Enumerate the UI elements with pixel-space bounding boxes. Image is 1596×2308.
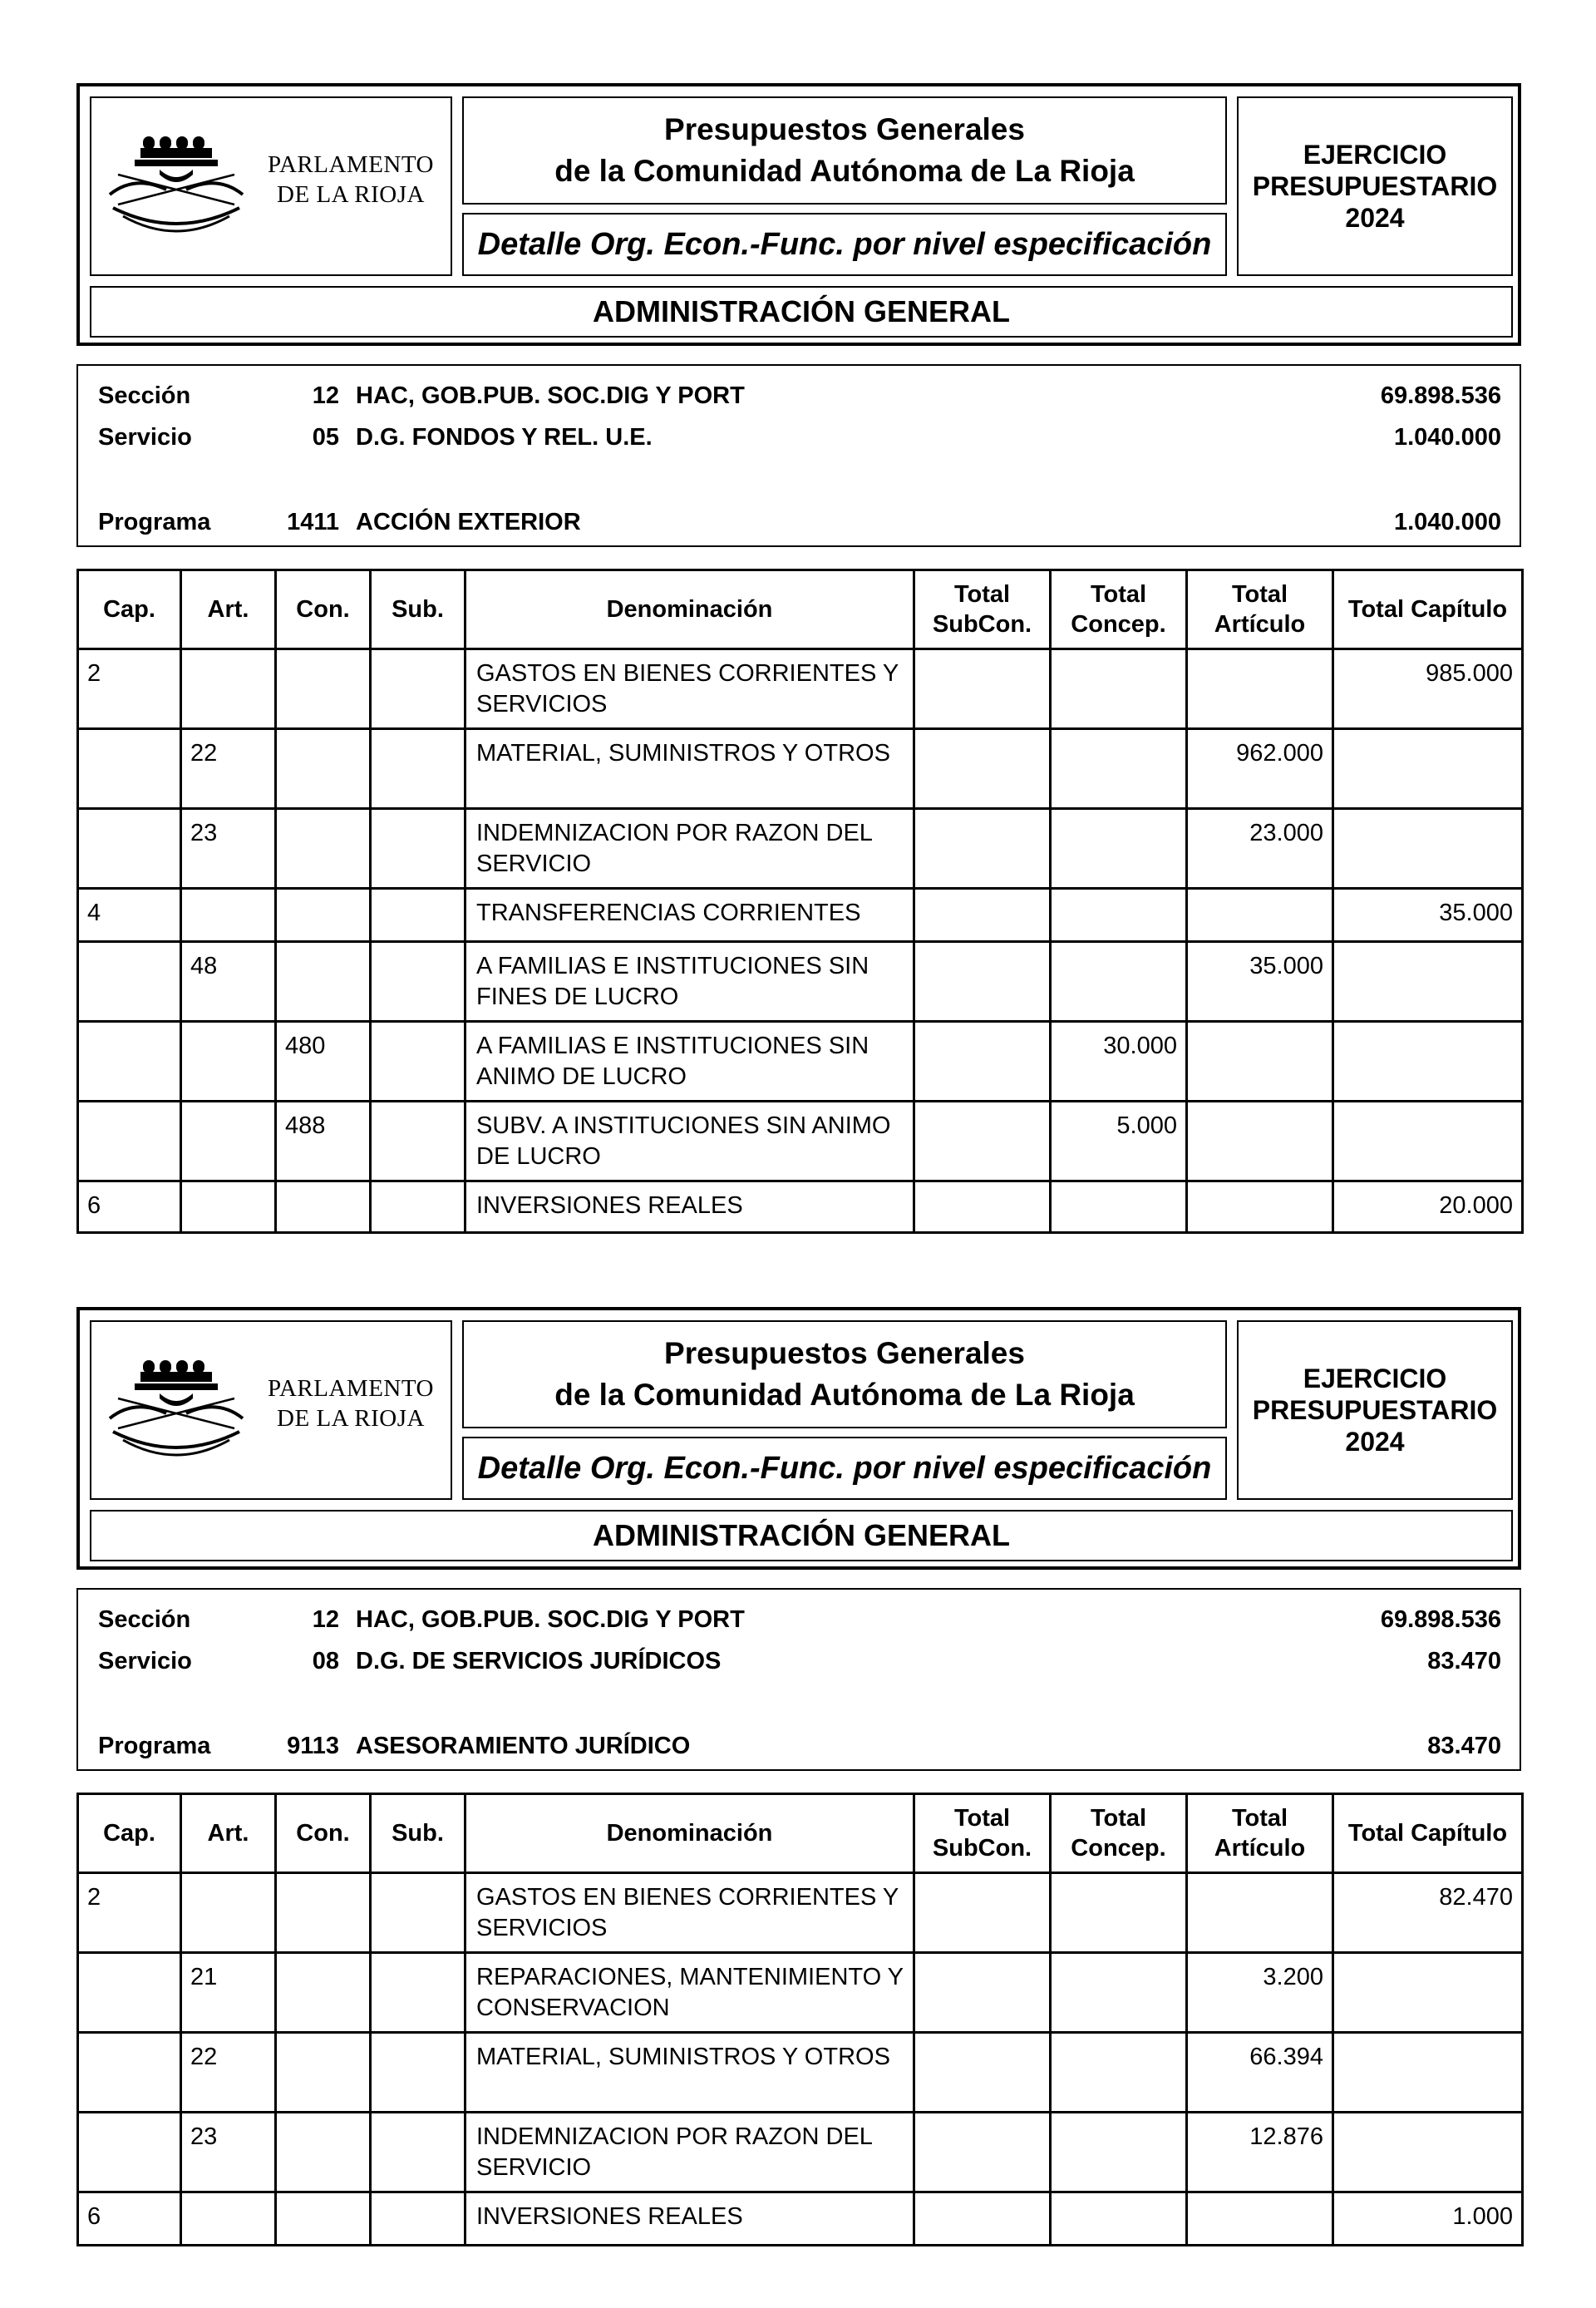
table-row: 23 INDEMNIZACION POR RAZON DEL SERVICIO 12.876 — [78, 2113, 1523, 2192]
col-total-capitulo: Total Capítulo — [1333, 1794, 1523, 1873]
budget-block — [76, 83, 1521, 1234]
col-sub: Sub. — [371, 1794, 466, 1873]
col-denominacion: Denominación — [466, 570, 914, 649]
table-row: 4 TRANSFERENCIAS CORRIENTES 35.000 — [78, 889, 1523, 942]
programa-row: Programa 9113 ASESORAMIENTO JURÍDICO 83.470 — [98, 1733, 1501, 1759]
ejercicio-box: EJERCICIO PRESUPUESTARIO 2024 — [1237, 1320, 1513, 1500]
col-total-subcon: Total SubCon. — [914, 570, 1051, 649]
col-art: Art. — [181, 570, 276, 649]
info-panel — [76, 1588, 1521, 1771]
table-header-row — [78, 1794, 1523, 1873]
document-title: Presupuestos Generales de la Comunidad Autónoma de La Rioja — [462, 96, 1227, 205]
logo-box — [90, 96, 452, 276]
table-row: 22 MATERIAL, SUMINISTROS Y OTROS 962.000 — [78, 729, 1523, 809]
col-total-articulo: Total Artículo — [1187, 570, 1333, 649]
col-total-subcon: Total SubCon. — [914, 1794, 1051, 1873]
table-header-row — [78, 570, 1523, 649]
document-subtitle: Detalle Org. Econ.-Func. por nivel especificación — [462, 1437, 1227, 1500]
col-total-concep: Total Concep. — [1051, 1794, 1187, 1873]
col-total-capitulo: Total Capítulo — [1333, 570, 1523, 649]
seccion-row: Sección 12 HAC, GOB.PUB. SOC.DIG Y PORT 69.898.536 — [98, 382, 1501, 409]
ejercicio-box: EJERCICIO PRESUPUESTARIO 2024 — [1237, 96, 1513, 276]
logo-box — [90, 1320, 452, 1500]
col-con: Con. — [276, 570, 371, 649]
parliament-logo-icon — [101, 1355, 251, 1463]
parliament-logo-icon — [101, 131, 251, 239]
budget-table — [76, 1793, 1524, 2246]
col-total-articulo: Total Artículo — [1187, 1794, 1333, 1873]
servicio-row: Servicio 05 D.G. FONDOS Y REL. U.E. 1.040.000 — [98, 424, 1501, 451]
table-row: 2 GASTOS EN BIENES CORRIENTES Y SERVICIOS 985.000 — [78, 649, 1523, 729]
col-sub: Sub. — [371, 570, 466, 649]
col-total-concep: Total Concep. — [1051, 570, 1187, 649]
document-title: Presupuestos Generales de la Comunidad Autónoma de La Rioja — [462, 1320, 1227, 1428]
col-cap: Cap. — [78, 570, 181, 649]
table-row: 22 MATERIAL, SUMINISTROS Y OTROS 66.394 — [78, 2033, 1523, 2113]
table-row: 21 REPARACIONES, MANTENIMIENTO Y CONSERVACION 3.200 — [78, 1953, 1523, 2033]
col-cap: Cap. — [78, 1794, 181, 1873]
document-header — [76, 83, 1521, 346]
table-row: 23 INDEMNIZACION POR RAZON DEL SERVICIO 23.000 — [78, 809, 1523, 889]
table-row: 6 INVERSIONES REALES 20.000 — [78, 1181, 1523, 1233]
logo-text: PARLAMENTO DE LA RIOJA — [268, 151, 434, 208]
servicio-row: Servicio 08 D.G. DE SERVICIOS JURÍDICOS 83.470 — [98, 1648, 1501, 1674]
col-con: Con. — [276, 1794, 371, 1873]
info-panel — [76, 364, 1521, 547]
table-row: 2 GASTOS EN BIENES CORRIENTES Y SERVICIOS 82.470 — [78, 1873, 1523, 1953]
table-row: 6 INVERSIONES REALES 1.000 — [78, 2192, 1523, 2246]
budget-block — [76, 1307, 1521, 2246]
budget-table — [76, 569, 1524, 1234]
document-header — [76, 1307, 1521, 1570]
document-subtitle: Detalle Org. Econ.-Func. por nivel especificación — [462, 213, 1227, 276]
logo-text: PARLAMENTO DE LA RIOJA — [268, 1375, 434, 1432]
table-row: 48 A FAMILIAS E INSTITUCIONES SIN FINES DE LUCRO 35.000 — [78, 942, 1523, 1022]
table-row: 488 SUBV. A INSTITUCIONES SIN ANIMO DE LUCRO 5.000 — [78, 1102, 1523, 1181]
programa-row: Programa 1411 ACCIÓN EXTERIOR 1.040.000 — [98, 509, 1501, 535]
col-art: Art. — [181, 1794, 276, 1873]
seccion-row: Sección 12 HAC, GOB.PUB. SOC.DIG Y PORT 69.898.536 — [98, 1606, 1501, 1633]
admin-title: ADMINISTRACIÓN GENERAL — [90, 1510, 1513, 1561]
col-denominacion: Denominación — [466, 1794, 914, 1873]
table-row: 480 A FAMILIAS E INSTITUCIONES SIN ANIMO DE LUCRO 30.000 — [78, 1022, 1523, 1102]
admin-title: ADMINISTRACIÓN GENERAL — [90, 286, 1513, 338]
